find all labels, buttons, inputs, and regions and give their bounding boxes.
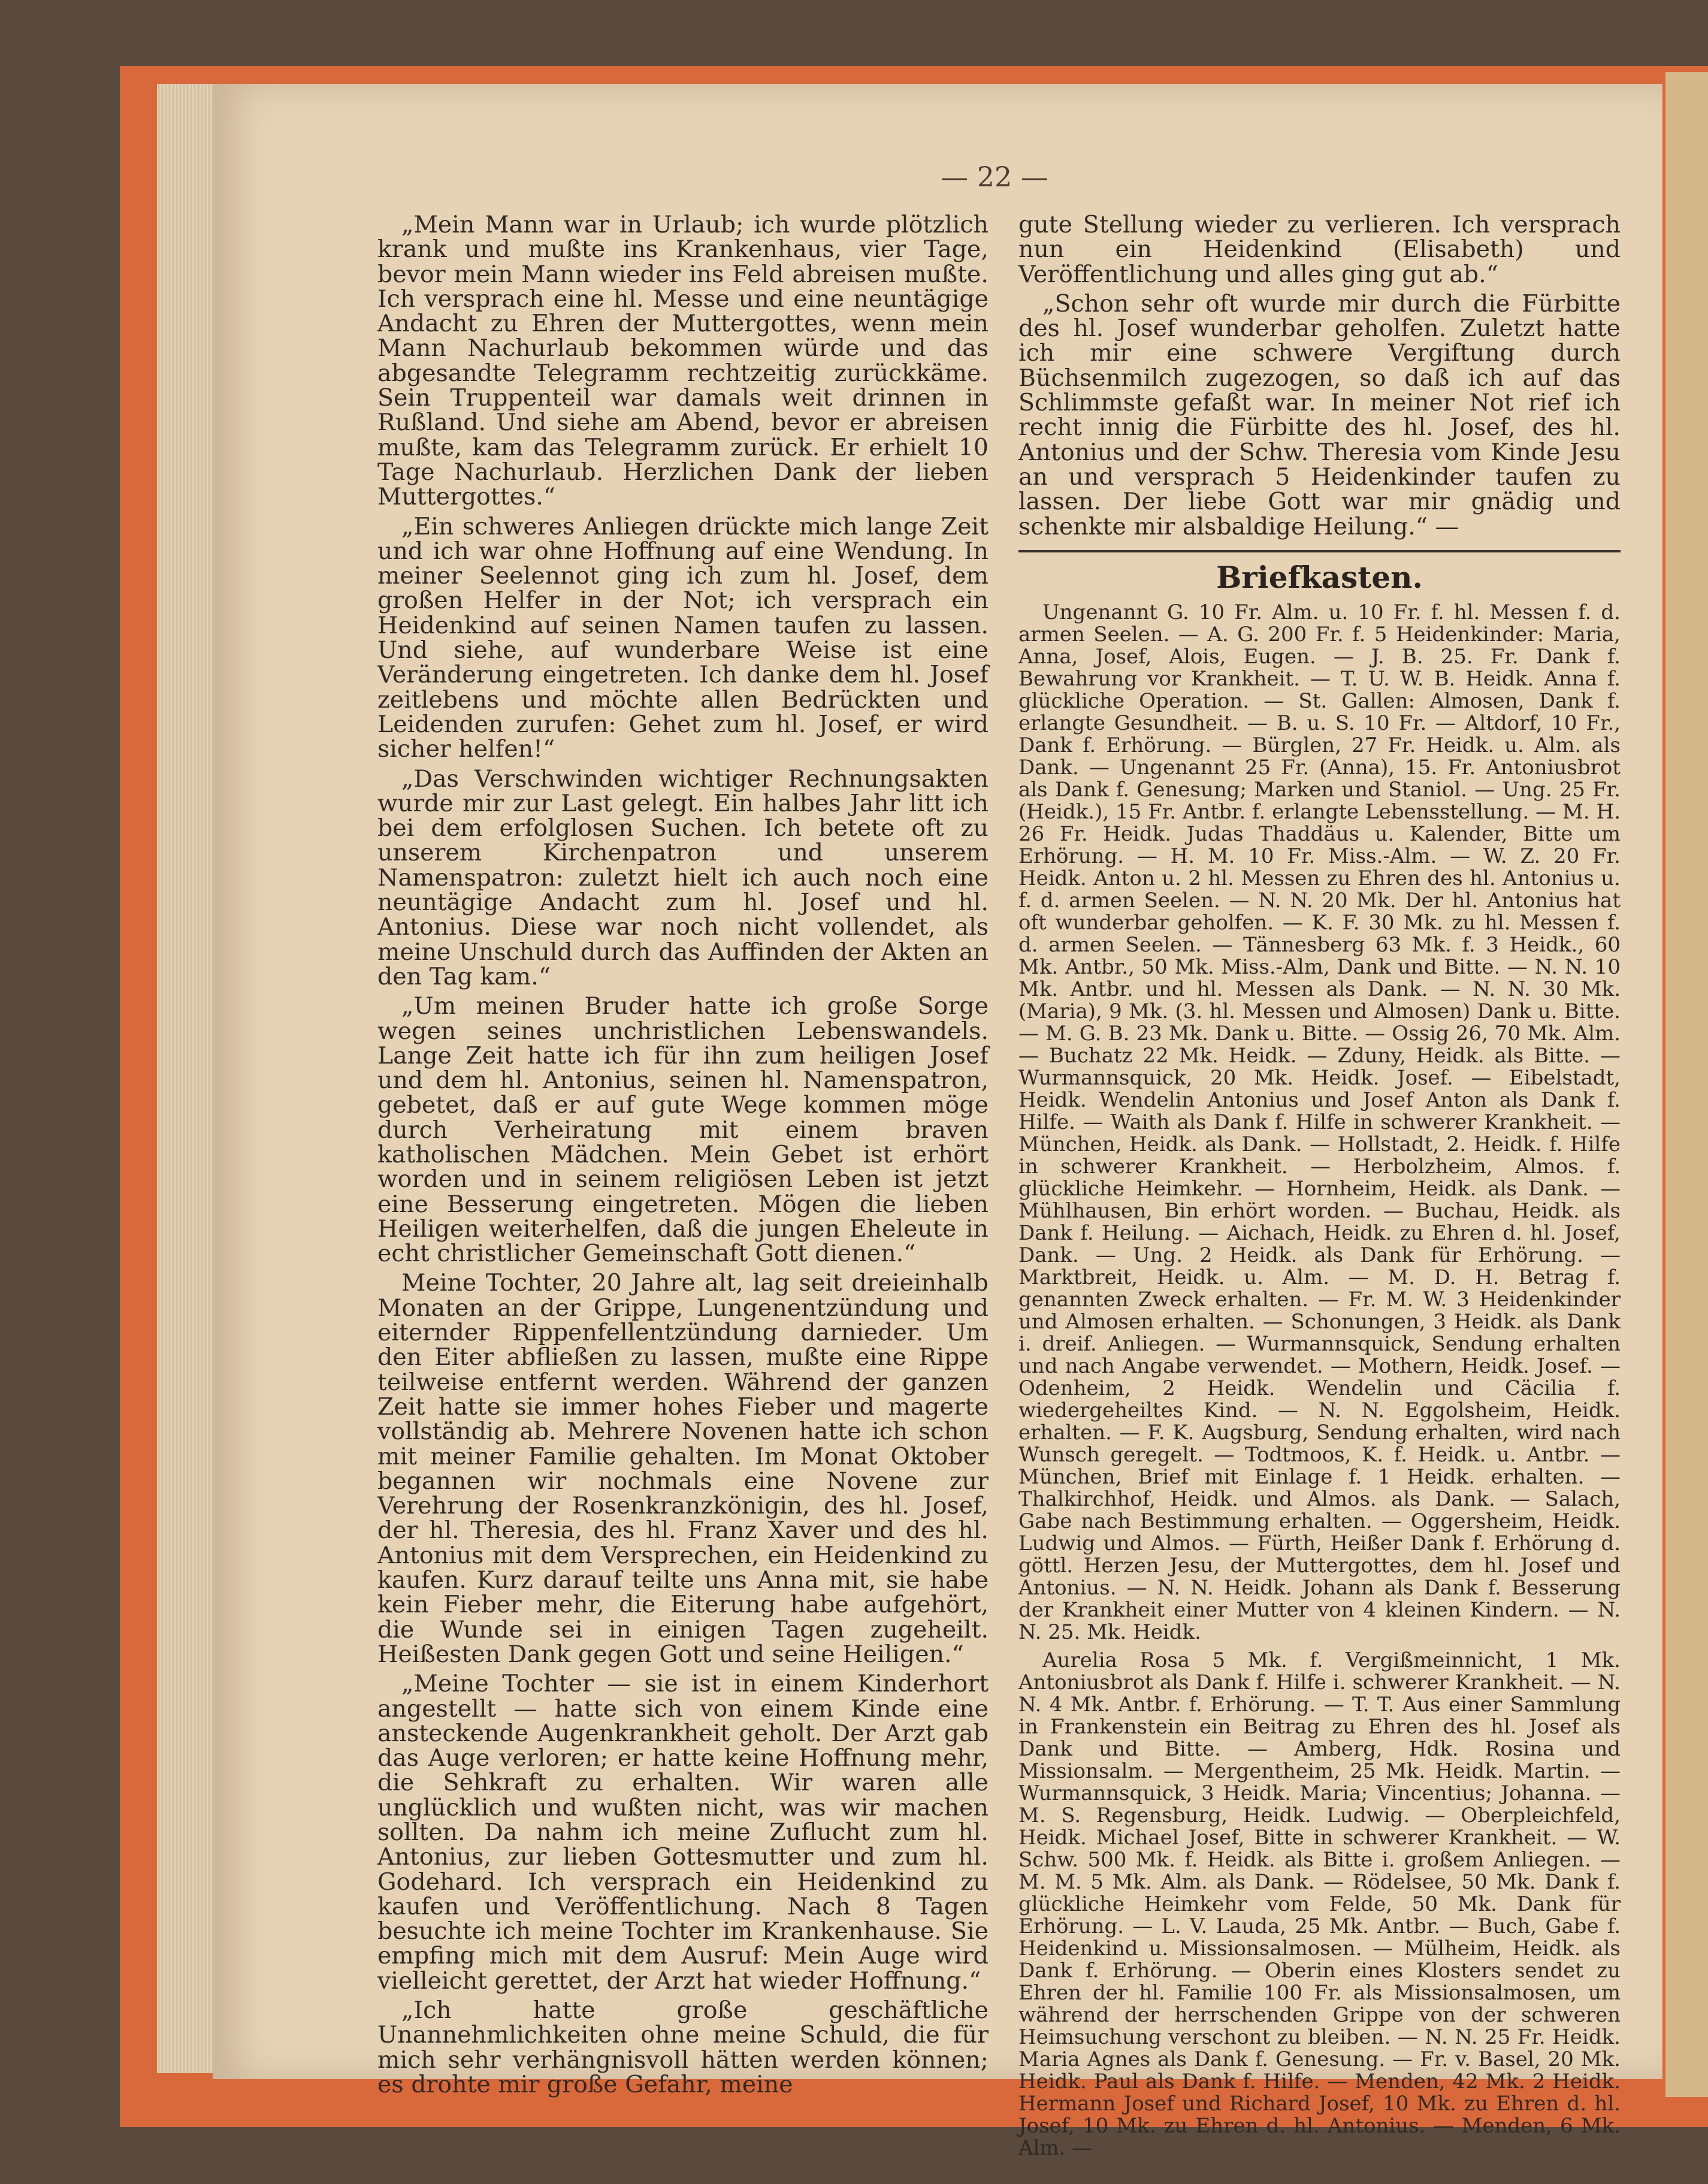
left-column (377, 213, 988, 2102)
paragraph: „Meine Tochter — sie ist in einem Kinderhort angestellt — hatte sich von einem Kinde eine ansteckende Augenkrankheit geholt. Der Arzt gab das Auge verloren; er hatte keine Hoffnung mehr, die Sehkraft zu erhalten. Wir waren alle unglücklich und wußten nicht, was wir machen sollten. Da nahm ich meine Zuflucht zum hl. Antonius, zur lieben Gottesmutter und zum hl. Godehard. Ich versprach ein Heidenkind zu kaufen und Veröffentlichung. Nach 8 Tagen besuchte ich meine Tochter im Krankenhause. Sie empfing mich mit dem Ausruf: Mein Auge wird vielleicht gerettet, der Arzt hat wieder Hoffnung.“ (377, 1670, 988, 1995)
paragraph: Ungenannt G. 10 Fr. Alm. u. 10 Fr. f. hl. Messen f. d. armen Seelen. — A. G. 200 Fr. f. 5 Heidenkinder: Maria, Anna, Josef, Alois, Eugen. — J. B. 25. Fr. Dank f. Bewahrung vor Krankheit. — T. U. W. B. Heidk. Anna f. glückliche Operation. — St. Gallen: Almosen, Dank f. erlangte Gesundheit. — B. u. S. 10 Fr. — Altdorf, 10 Fr., Dank f. Erhörung. — Bürglen, 27 Fr. Heidk. u. Alm. als Dank. — Ungenannt 25 Fr. (Anna), 15. Fr. Antoniusbrot als Dank f. Genesung; Marken und Staniol. — Ung. 25 Fr. (Heidk.), 15 Fr. Antbr. f. erlangte Lebensstellung. — M. H. 26 Fr. Heidk. Judas Thaddäus u. Kalender, Bitte um Erhörung. — H. M. 10 Fr. Miss.-Alm. — W. Z. 20 Fr. Heidk. Anton u. 2 hl. Messen zu Ehren des hl. Antonius u. f. d. armen Seelen. — N. N. 20 Mk. Der hl. Antonius hat oft wunderbar geholfen. — K. F. 30 Mk. zu hl. Messen f. d. armen Seelen. — Tännesberg 63 Mk. f. 3 Heidk., 60 Mk. Antbr., 50 Mk. Miss.-Alm, Dank und Bitte. — N. N. 10 Mk. Antbr. und hl. Messen als Dank. — N. N. 30 Mk. (Maria), 9 Mk. (3. hl. Messen und Almosen) Dank u. Bitte. — M. G. B. 23 Mk. Dank u. Bitte. — Ossig 26, 70 Mk. Alm. — Buchatz 22 Mk. Heidk. — Zduny, Heidk. als Bitte. — Wurmannsquick, 20 Mk. Heidk. Josef. — Eibelstadt, Heidk. Wendelin Antonius und Josef Anton als Dank f. Hilfe. — Waith als Dank f. Hilfe in schwerer Krankheit. — München, Heidk. als Dank. — Hollstadt, 2. Heidk. f. Hilfe in schwerer Krankheit. — Herbolzheim, Almos. f. glückliche Heimkehr. — Hornheim, Heidk. als Dank. — Mühlhausen, Bin erhört worden. — Buchau, Heidk. als Dank f. Heilung. — Aichach, Heidk. zu Ehren d. hl. Josef, Dank. — Ung. 2 Heidk. als Dank für Erhörung. — Marktbreit, Heidk. u. Alm. — M. D. H. Betrag f. genannten Zweck erhalten. — Fr. M. W. 3 Heidenkinder und Almosen erhalten. — Schonungen, 3 Heidk. als Dank i. dreif. Anliegen. — Wurmannsquick, Sendung erhalten und nach Angabe verwendet. — Mothern, Heidk. Josef. — Odenheim, 2 Heidk. Wendelin und Cäcilia f. wiedergeheiltes Kind. — N. N. Eggolsheim, Heidk. erhalten. — F. K. Augsburg, Sendung erhalten, wird nach Wunsch geregelt. — Todtmoos, K. f. Heidk. u. Antbr. — München, Brief mit Einlage f. 1 Heidk. erhalten. — Thalkirchhof, Heidk. und Almos. als Dank. — Salach, Gabe nach Bestimmung erhalten. — Oggersheim, Heidk. Ludwig und Almos. — Fürth, Heißer Dank f. Erhörung d. göttl. Herzen Jesu, der Muttergottes, dem hl. Josef und Antonius. — N. N. Heidk. Johann als Dank f. Besserung der Krankheit einer Mutter von 4 kleinen Kindern. — N. N. 25. Mk. Heidk. (1018, 600, 1621, 1644)
briefkasten-list (1018, 602, 1621, 2159)
paragraph: Aurelia Rosa 5 Mk. f. Vergißmeinnicht, 1 Mk. Antoniusbrot als Dank f. Hilfe i. schwerer Krankheit. — N. N. 4 Mk. Antbr. f. Erhörung. — T. T. Aus einer Sammlung in Frankenstein ein Beitrag zu Ehren des hl. Josef als Dank und Bitte. — Amberg, Hdk. Rosina und Missionsalm. — Mergentheim, 25 Mk. Heidk. Martin. — Wurmannsquick, 3 Heidk. Maria; Vincentius; Johanna. — M. S. Regensburg, Heidk. Ludwig. — Oberpleichfeld, Heidk. Michael Josef, Bitte in schwerer Krankheit. — W. Schw. 500 Mk. f. Heidk. als Bitte i. großem Anliegen. — M. M. 5 Mk. Alm. als Dank. — Rödelsee, 50 Mk. Dank f. glückliche Heimkehr vom Felde, 50 Mk. Dank für Erhörung. — L. V. Lauda, 25 Mk. Antbr. — Buch, Gabe f. Heidenkind u. Missionsalmosen. — Mülheim, Heidk. als Dank f. Erhörung. — Oberin eines Klosters sendet zu Ehren der hl. Familie 100 Fr. als Missionsalmosen, um während der herrschenden Grippe von der schweren Heimsuchung verschont zu bleiben. — N. N. 25 Fr. Heidk. Maria Agnes als Dank f. Genesung. — Fr. v. Basel, 20 Mk. Heidk. Paul als Dank f. Hilfe. — Menden, 42 Mk. 2 Heidk. Hermann Josef und Richard Josef, 10 Mk. zu Ehren d. hl. Josef, 10 Mk. zu Ehren d. hl. Antonius. — Menden, 6 Mk. Alm. — (1018, 1648, 1621, 2160)
paragraph: „Mein Mann war in Urlaub; ich wurde plötzlich krank und mußte ins Krankenhaus, vier Tage, bevor mein Mann wieder ins Feld abreisen mußte. Ich versprach eine hl. Messe und eine neuntägige Andacht zu Ehren der Muttergottes, wenn mein Mann Nachurlaub bekommen würde und das abgesandte Telegramm rechtzeitig zurückkäme. Sein Truppenteil war damals weit drinnen in Rußland. Und siehe am Abend, bevor er abreisen mußte, kam das Telegramm zurück. Er erhielt 10 Tage Nachurlaub. Herzlichen Dank der lieben Muttergottes.“ (377, 211, 988, 511)
section-heading: Briefkasten. (1216, 559, 1423, 595)
next-page-edge (1665, 72, 1708, 2097)
paragraph: „Um meinen Bruder hatte ich große Sorge wegen seines unchristlichen Lebenswandels. Lange Zeit hatte ich für ihn zum heiligen Josef und dem hl. Antonius, seinen hl. Namenspatron, gebetet, daß er auf gute Wege kommen möge durch Verheiratung mit einem braven katholischen Mädchen. Mein Gebet ist erhört worden und in seinem religiösen Leben ist jetzt eine Besserung eingetreten. Mögen die lieben Heiligen weiterhelfen, daß die jungen Eheleute in echt christlicher Gemeinschaft Gott dienen.“ (377, 992, 988, 1268)
paragraph: Meine Tochter, 20 Jahre alt, lag seit dreieinhalb Monaten an der Grippe, Lungenentzündung und eiternder Rippenfellentzündung darnieder. Um den Eiter abfließen zu lassen, mußte eine Rippe teilweise entfernt werden. Während der ganzen Zeit hatte sie immer hohes Fieber und magerte vollständig ab. Mehrere Novenen hatte ich schon mit meiner Familie gehalten. Im Monat Oktober begannen wir nochmals eine Novene zur Verehrung der Rosenkranzkönigin, des hl. Josef, der hl. Theresia, des hl. Franz Xaver und des hl. Antonius mit dem Versprechen, ein Heidenkind zu kaufen. Kurz darauf teilte uns Anna mit, sie habe kein Fieber mehr, die Eiterung habe aufgehört, die Wunde sei in einigen Tagen zugeheilt. Heißesten Dank gegen Gott und seine Heiligen.“ (377, 1269, 988, 1668)
paragraph: gute Stellung wieder zu verlieren. Ich versprach nun ein Heidenkind (Elisabeth) und Veröffentlichung und alles ging gut ab.“ (1018, 211, 1621, 288)
paragraph: „Das Verschwinden wichtiger Rechnungsakten wurde mir zur Last gelegt. Ein halbes Jahr litt ich bei dem erfolglosen Suchen. Ich betete oft zu unserem Kirchenpatron und unserem Namenspatron: zuletzt hielt ich auch noch eine neuntägige Andacht zum hl. Josef und hl. Antonius. Diese war noch nicht vollendet, als meine Unschuld durch das Auffinden der Akten an den Tag kam.“ (377, 765, 988, 990)
paragraph: „Ich hatte große geschäftliche Unannehmlichkeiten ohne meine Schuld, die für mich sehr verhängnisvoll hätten werden können; es drohte mir große Gefahr, meine (377, 1996, 988, 2098)
page-number: — 22 — (941, 161, 1048, 193)
paragraph: „Ein schweres Anliegen drückte mich lange Zeit und ich war ohne Hoffnung auf eine Wendung. In meiner Seelennot ging ich zum hl. Josef, dem großen Helfer in der Not; ich versprach ein Heidenkind auf seinen Namen taufen zu lassen. Und siehe, auf wunderbare Weise ist eine Veränderung eingetreten. Ich danke dem hl. Josef zeitlebens und möchte allen Bedrückten und Leidenden zurufen: Gehet zum hl. Josef, er wird sicher helfen!“ (377, 512, 988, 763)
right-column (1018, 213, 1621, 2165)
paragraph: „Schon sehr oft wurde mir durch die Fürbitte des hl. Josef wunderbar geholfen. Zuletzt hatte ich mir eine schwere Vergiftung durch Büchsenmilch zugezogen, so daß ich auf das Schlimmste gefaßt war. In meiner Not rief ich recht innig die Fürbitte des hl. Josef, des hl. Antonius und der Schw. Theresia vom Kinde Jesu an und versprach 5 Heidenkinder taufen zu lassen. Der liebe Gott war mir gnädig und schenkte mir alsbaldige Heilung.“ — (1018, 289, 1621, 540)
section-divider (1018, 550, 1621, 552)
